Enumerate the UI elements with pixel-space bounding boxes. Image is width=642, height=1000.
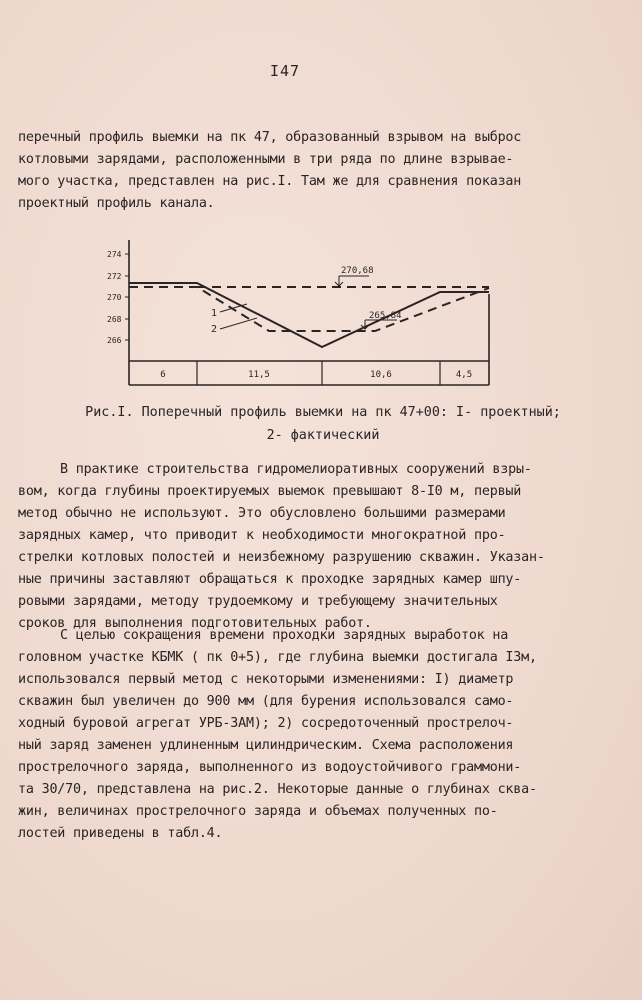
text-line: ные причины заставляют обращаться к проходке зарядных камер шпу-: [18, 572, 522, 587]
intro-paragraph: [18, 127, 628, 215]
paragraph-1: [18, 459, 628, 635]
text-line: мого участка, представлен на рис.I. Там же для сравнения показан: [18, 174, 522, 189]
text-line: вом, когда глубины проектируемых выемок превышают 8-I0 м, первый: [18, 484, 522, 499]
text-line: перечный профиль выемки на пк 47, образованный взрывом на выброс: [18, 130, 522, 145]
text-line: ходный буровой агрегат УРБ-ЗАМ); 2) сосредоточенный прострелоч-: [18, 716, 514, 731]
curve-label-2: 2: [211, 324, 218, 335]
y-label: 272: [107, 272, 122, 281]
segment-label: 6: [160, 370, 166, 380]
figure-caption: [38, 401, 608, 447]
text-line: метод обычно не используют. Это обусловлено большими размерами: [18, 506, 506, 521]
leader-line: [220, 304, 247, 312]
text-line: В практике строительства гидромелиоративных сооружений взры-: [60, 462, 532, 477]
profile-drawing: [107, 240, 502, 390]
text-line: жин, величинах прострелочного заряда и объемах полученных по-: [18, 804, 498, 819]
segment-label: 11,5: [248, 370, 270, 380]
text-line: прострелочного заряда, выполненного из водоустойчивого граммони-: [18, 760, 522, 775]
text-line: стрелки котловых полостей и неизбежному разрушению скважин. Указан-: [18, 550, 545, 565]
text-line: лостей приведены в табл.4.: [18, 826, 223, 841]
text-line: С целью сокращения времени проходки зарядных выработок на: [60, 628, 509, 643]
y-label: 274: [107, 250, 122, 259]
text-line: зарядных камер, что приводит к необходимости многократной про-: [18, 528, 506, 543]
leader-line: [220, 318, 257, 329]
segment-label: 4,5: [455, 370, 473, 380]
paragraph-2: [18, 625, 628, 845]
profile-figure: [107, 240, 502, 390]
text-line: ровыми зарядами, методу трудоемкому и требующему значительных: [18, 594, 498, 609]
text-line: сроков для выполнения подготовительных работ.: [18, 616, 372, 631]
y-label: 268: [107, 315, 122, 324]
actual-profile-line: [129, 283, 489, 347]
text-line: котловыми зарядами, расположенными в три ряда по длине взрывае-: [18, 152, 514, 167]
text-line: та 30/70, представлена на рис.2. Некоторые данные о глубинах сква-: [18, 782, 537, 797]
top-level-label: 270,68: [341, 266, 374, 276]
caption-line: Рис.I. Поперечный профиль выемки на пк 47+00: I- проектный;: [85, 405, 561, 420]
page-number: I47: [270, 62, 301, 80]
y-label: 270: [107, 293, 122, 302]
y-label: 266: [107, 336, 122, 345]
text-line: использовался первый метод с некоторыми изменениями: I) диаметр: [18, 672, 514, 687]
text-line: головном участке КБМК ( пк 0+5), где глубина выемки достигала I3м,: [18, 650, 537, 665]
text-line: проектный профиль канала.: [18, 196, 215, 211]
bottom-level-label: 265,84: [369, 311, 402, 321]
curve-label-1: 1: [211, 308, 218, 319]
caption-line: 2- фактический: [266, 428, 380, 443]
text-line: скважин был увеличен до 900 мм (для бурения использовался само-: [18, 694, 514, 709]
text-line: ный заряд заменен удлиненным цилиндрическим. Схема расположения: [18, 738, 514, 753]
segment-label: 10,6: [370, 370, 392, 380]
